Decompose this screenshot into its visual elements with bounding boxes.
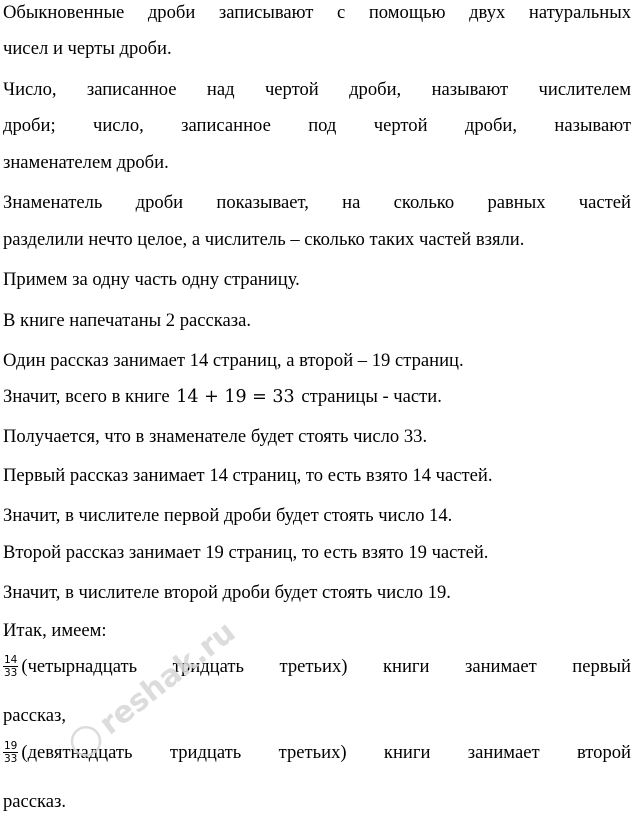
- text-line: Обыкновенные дроби записывают с помощью двух натуральных: [3, 2, 631, 23]
- text-line: Знаменатель дроби показывает, на сколько равных частей: [3, 192, 631, 213]
- text-line: разделили нечто целое, а числитель – сколько таких частей взяли.: [3, 229, 525, 250]
- fraction-line-first: [3, 654, 631, 679]
- text-line: Итак, имеем:: [3, 620, 107, 641]
- text-line: Значит, в числителе второй дроби будет стоять число 19.: [3, 582, 451, 603]
- fraction-description: (четырнадцать тридцать третьих) книги занимает первый: [21, 655, 631, 677]
- text-line: Второй рассказ занимает 19 страниц, то есть взято 19 частей.: [3, 542, 489, 563]
- fraction-numerator: 19: [4, 740, 18, 752]
- watermark-text: reshak.ru: [92, 614, 243, 742]
- text-line: Число, записанное над чертой дроби, называют числителем: [3, 79, 631, 100]
- text-line: Первый рассказ занимает 14 страниц, то есть взято 14 частей.: [3, 465, 493, 486]
- text-line: рассказ.: [3, 791, 67, 812]
- text-line: чисел и черты дроби.: [3, 38, 172, 59]
- fraction-line-second: [3, 740, 631, 765]
- sum-line: [3, 386, 631, 408]
- text-line: дроби; число, записанное под чертой дроби, называют: [3, 115, 631, 136]
- fraction-14-33: [3, 654, 18, 679]
- fraction-description: (девятнадцать тридцать третьих) книги занимает второй: [21, 741, 631, 763]
- fraction-numerator: 14: [4, 654, 18, 666]
- text-line: Получается, что в знаменателе будет стоять число 33.: [3, 426, 428, 447]
- text-line: Примем за одну часть одну страницу.: [3, 269, 300, 290]
- text-line: Один рассказ занимает 14 страниц, а второй – 19 страниц.: [3, 350, 464, 371]
- text-line: Значит, в числителе первой дроби будет стоять число 14.: [3, 505, 453, 526]
- text-line: В книге напечатаны 2 рассказа.: [3, 310, 252, 331]
- fraction-19-33: [3, 740, 18, 765]
- sum-line-before: Значит, всего в книге: [3, 386, 170, 407]
- fraction-denominator: 33: [4, 753, 18, 765]
- sum-line-after: страницы - части.: [301, 386, 442, 407]
- text-line: рассказ,: [3, 705, 67, 726]
- sum-expression: 14 + 19 = 33: [176, 387, 295, 407]
- fraction-denominator: 33: [4, 667, 18, 679]
- text-line: знаменателем дроби.: [3, 152, 169, 173]
